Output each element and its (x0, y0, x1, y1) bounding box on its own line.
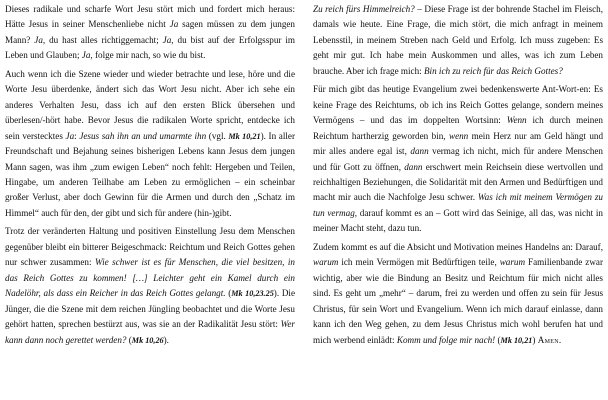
body-text: Trotz der veränderten Haltung und positiven Einstellung Jesu dem Menschen gegenüber bleibt ein bitterer Beigeschmack: Reichtum und Reich Gottes gehen nur schwer zusammen: (5, 226, 295, 268)
italic-text: Jesus sah ihn an und umarmte ihn (79, 130, 207, 141)
bible-reference: Mk 10,21 (228, 131, 261, 141)
body-text: , folge mir nach, so wie du bist. (90, 50, 206, 61)
body-text: Dieses radikale und scharfe Wort Jesu stört mich und fordert mich heraus: Hätte Jesus in seiner Menschenliebe nicht (5, 4, 295, 30)
closing-amen: Amen. (537, 334, 562, 345)
bible-reference: Mk 10,23.25 (231, 289, 274, 299)
body-text: (vgl. (206, 130, 229, 141)
bible-reference: Mk 10,21 (500, 335, 533, 345)
body-text: ). In aller Freundschaft und Bejahung seines bisherigen Lebens kann Jesus dem jungen Mann sagen, was ihm „zum ewigen Leben“ noch fehlt: Hergeben und Teilen, Hingabe, um anderen Teilhabe am Leben zu ermöglichen – ein scheinbar großer Verlust, aber doch Gewinn für die Armen und durch den „Schatz im Himmel“ auch für den, der gibt und sich für andere (hin-)gibt. (5, 130, 295, 218)
body-text: ( (495, 334, 501, 345)
body-text: : (74, 130, 80, 141)
italic-text: Ja (169, 19, 179, 30)
italic-text: Ja (65, 130, 75, 141)
right-text-column (313, 2, 603, 398)
body-text: ( (225, 288, 232, 299)
body-text: Familienbande zwar wichtig, aber wie die Bindung an Besitz und Reichtum für mich nicht alles sind. Es geht um „mehr“ – darum, frei zu werden und offen zu sein für Jesus Christus, für sein Wort und Evangelium. Wenn ich mich darauf einlasse, dann kann ich den Weg gehen, zu dem Jesus Christus mich wohl berufen hat und mich werbend einlädt: (313, 257, 603, 345)
body-text: ich durch meinen Reichtum hartherzig geworden bin, (313, 115, 603, 141)
body-text: Zudem kommt es auf die Absicht und Motivation meines Handelns an: Darauf, (313, 241, 603, 252)
right-paragraph-2 (313, 82, 603, 237)
left-paragraph-3 (5, 224, 295, 348)
left-text-column (5, 2, 295, 398)
italic-text: Zu reich fürs Himmelreich? (313, 4, 415, 14)
italic-text: Bin ich zu reich für das Reich Gottes? (423, 65, 563, 76)
italic-text: dann (404, 161, 423, 172)
body-text: ). Die Jünger, die die Szene mit dem reichen Jüngling beobachtet und die Worte Jesu gehört hatten, sprechen bestürzt aus, was sie an der Radikalität Jesu stört: (5, 288, 295, 330)
body-text: vermag ich nicht, mich für andere Menschen und für Gott zu öffnen, (313, 146, 603, 172)
italic-text: warum (313, 257, 339, 268)
italic-text: Ja (81, 50, 91, 61)
italic-text: Komm und folge mir nach! (396, 334, 496, 345)
body-text: , darauf kommt es an – Gott wird das Seinige, all das, was nicht in meiner Macht steht, dazu tun. (313, 207, 603, 234)
left-paragraph-2 (5, 67, 295, 222)
body-text: mein Herz nur am Geld hängt und mir alles andere egal ist, (313, 130, 603, 157)
body-text: ) (532, 334, 538, 345)
left-paragraph-1 (5, 2, 295, 64)
italic-text: Ja (34, 34, 43, 45)
italic-text: Ja (162, 34, 172, 45)
italic-text: dann (410, 146, 429, 157)
right-paragraph-3 (313, 240, 603, 348)
italic-text: Wenn (506, 115, 527, 126)
bible-reference: Mk 10,26 (131, 335, 164, 345)
italic-text: wenn (448, 130, 469, 141)
italic-text: Wie schwer ist es für Menschen, die viel besitzen, in das Reich Gottes zu kommen! […] Leichter geht ein Kamel durch ein Nadelöhr, als dass ein Reicher in das Reich Gottes gelangt. (5, 257, 295, 299)
italic-text: warum (499, 257, 526, 268)
body-text: , du hast alles richtiggemacht; (42, 34, 163, 45)
body-text: , du bist auf der Erfolgsspur im Leben und Glauben; (5, 34, 295, 61)
body-text: ( (126, 334, 132, 345)
body-text: – Diese Frage ist der bohrende Stachel im Fleisch, damals wie heute. Eine Frage, die mich stört, die mich anfragt in meinem Lebensstil, in meinem Streben nach Geld und Erfolg. Ich muss zugeben: Es geht mir gut. Ich habe mein Auskommen und alles, was ich zum Leben brauche. Aber ich frage mich: (313, 4, 603, 76)
right-paragraph-1 (313, 2, 603, 79)
body-text: Für mich gibt das heutige Evangelium zwei bedenkenswerte Ant-Wort-en: Es keine Frage des Reichtums, ob ich ins Reich Gottes gelange, sondern meines Vermögens – und das im doppelten Wortsinn: (313, 84, 603, 126)
body-text: sagen müssen zu dem jungen Mann? (5, 19, 295, 45)
body-text: erschwert mein Reichsein diese wertvollen und reichhaltigen Beziehungen, die Solidarität mit den Armen und Bedürftigen und macht mir auch die Nachfolge Jesu schwer. (313, 161, 603, 203)
body-text: ich mein Vermögen mit Bedürftigen teile, (338, 257, 500, 268)
italic-text: Was ich mit meinem Vermögen zu tun vermag (313, 192, 603, 218)
body-text: ). (163, 334, 169, 345)
body-text: Auch wenn ich die Szene wieder und wieder betrachte und lese, höre und die Worte Jesu überdenke, ändert sich das Wort Jesu nicht. Aber ich sehe ein anderes Verhalten Jesu, dass ich auf den ersten Blick übersehen und überlesen/-hört habe. Bevor Jesus die radikalen Worte spricht, entdecke ich sein verstecktes (5, 68, 295, 141)
italic-text: Wer kann dann noch gerettet werden? (5, 319, 295, 345)
